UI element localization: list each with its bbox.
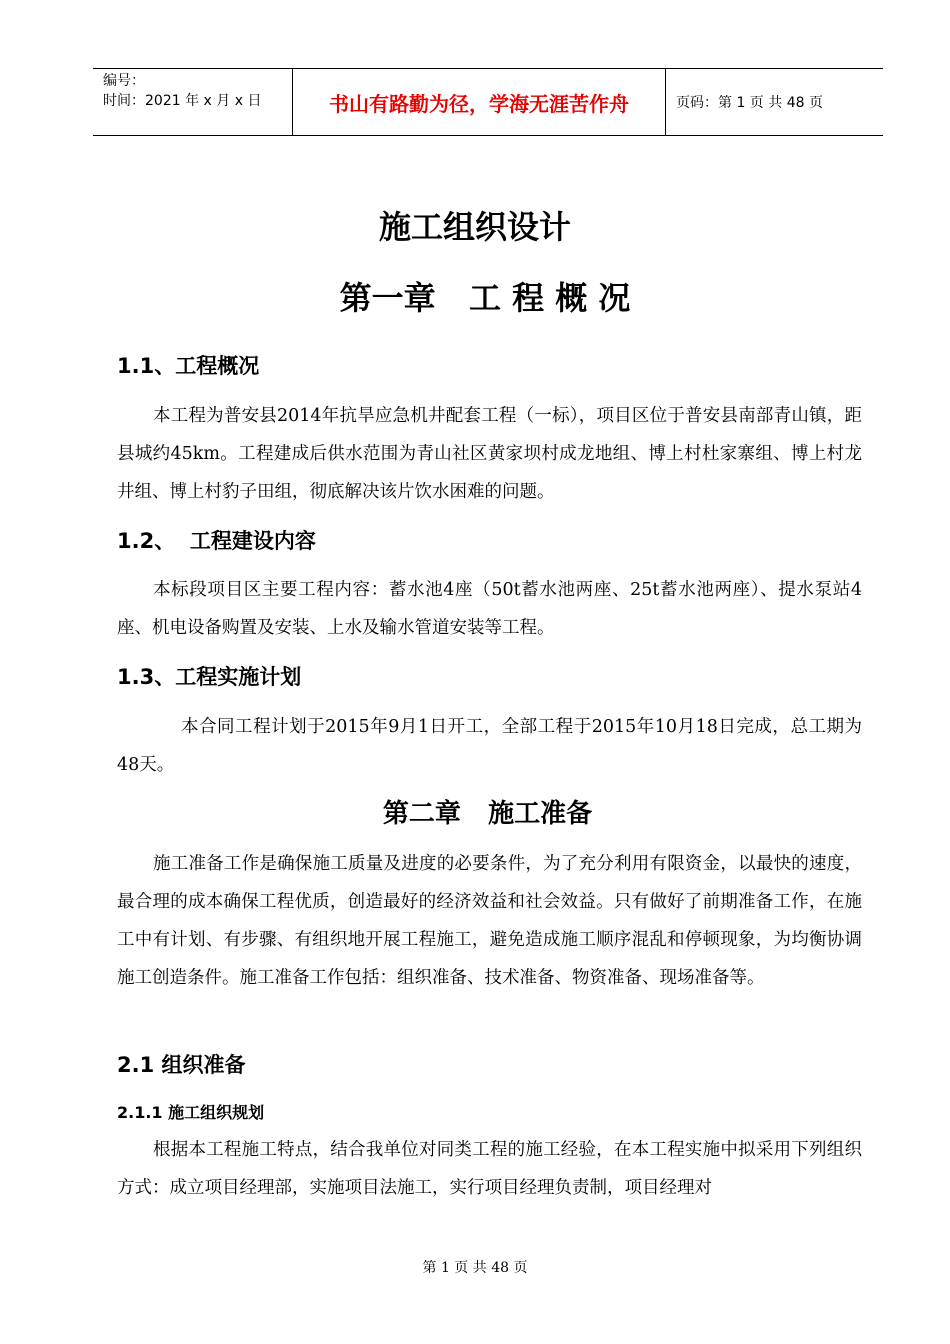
- header-page-info: 页码：第 1 页 共 48 页: [676, 95, 823, 111]
- chapter-2-title: 第二章 施工准备: [382, 799, 593, 829]
- page-header: [93, 68, 883, 136]
- section-1-3-text: 本合同工程计划于2015年9月1日开工，全部工程于2015年10月18日完成，总工期为48天。: [117, 717, 862, 775]
- section-2-1-1-heading: 2.1.1 施工组织规划: [117, 1103, 265, 1122]
- section-1-1-text: 本工程为普安县2014年抗旱应急机井配套工程（一标），项目区位于普安县南部青山镇，距县城约45km。工程建成后供水范围为青山社区黄家坝村成龙地组、博上村杜家寨组、博上村龙井组、博上村豹子田组，彻底解决该片饮水困难的问题。: [117, 406, 862, 502]
- section-2-1-heading: 2.1 组织准备: [117, 1053, 246, 1077]
- header-motto: 书山有路勤为径，学海无涯苦作舟: [293, 69, 666, 135]
- chapter-1-title: 第一章 工 程 概 况: [339, 279, 631, 317]
- page-footer: 第 1 页 共 48 页: [422, 1260, 528, 1276]
- section-1-2-text: 本标段项目区主要工程内容：蓄水池4座（50t蓄水池两座、25t蓄水池两座）、提水泵站4座、机电设备购置及安装、上水及输水管道安装等工程。: [117, 580, 862, 638]
- document-time: 时间：2021 年 x 月 x 日: [103, 93, 262, 109]
- section-2-1-1-text: 根据本工程施工特点，结合我单位对同类工程的施工经验，在本工程实施中拟采用下列组织方式：成立项目经理部，实施项目法施工，实行项目经理负责制，项目经理对: [117, 1140, 862, 1198]
- chapter-2-intro: 施工准备工作是确保施工质量及进度的必要条件，为了充分利用有限资金，以最快的速度，最合理的成本确保工程优质，创造最好的经济效益和社会效益。只有做好了前期准备工作，在施工中有计划、有步骤、有组织地开展工程施工，避免造成施工顺序混乱和停顿现象，为均衡协调施工创造条件。施工准备工作包括：组织准备、技术准备、物资准备、现场准备等。: [117, 854, 862, 988]
- document-title: 施工组织设计: [378, 208, 571, 246]
- section-1-3-heading: 1.3、工程实施计划: [117, 665, 302, 689]
- section-1-2-heading: 1.2、 工程建设内容: [117, 529, 316, 553]
- section-1-1-heading: 1.1、工程概况: [117, 354, 260, 378]
- document-number-label: 编号：: [103, 73, 145, 89]
- header-meta: [93, 69, 293, 135]
